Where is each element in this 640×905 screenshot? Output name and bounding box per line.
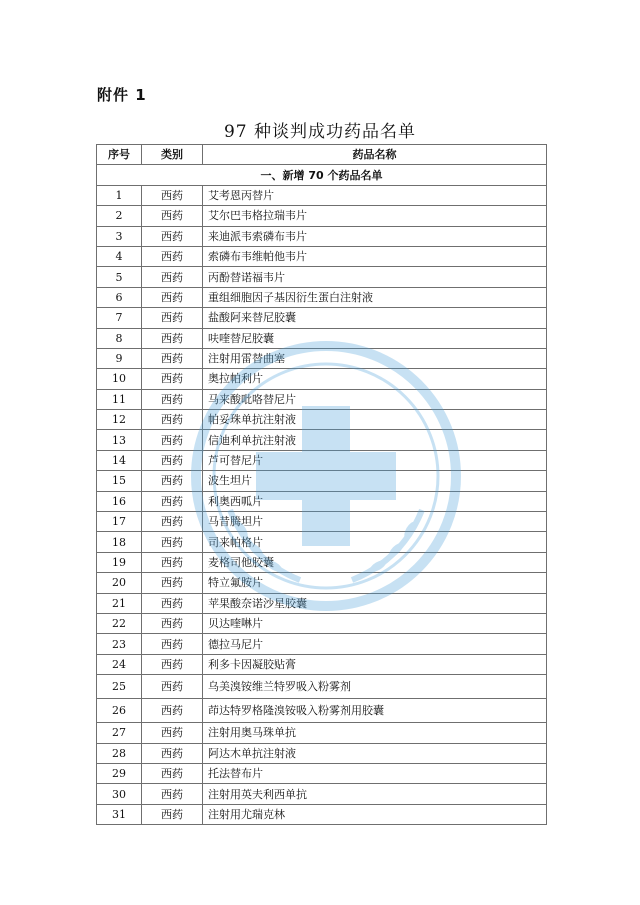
row-category: 西药 <box>142 450 203 470</box>
row-serial-number: 14 <box>97 450 142 470</box>
row-drug-name: 奥拉帕利片 <box>203 369 547 389</box>
row-drug-name: 艾尔巴韦格拉瑞韦片 <box>203 206 547 226</box>
table-row <box>97 348 547 368</box>
table-row <box>97 471 547 491</box>
row-category: 西药 <box>142 634 203 654</box>
section-row <box>97 165 547 185</box>
table-row <box>97 634 547 654</box>
row-category: 西药 <box>142 185 203 205</box>
row-serial-number: 16 <box>97 491 142 511</box>
drug-list-table <box>96 144 547 825</box>
table-row <box>97 308 547 328</box>
row-category: 西药 <box>142 287 203 307</box>
table-row <box>97 552 547 572</box>
row-category: 西药 <box>142 784 203 804</box>
table-row <box>97 491 547 511</box>
row-drug-name: 芦可替尼片 <box>203 450 547 470</box>
row-category: 西药 <box>142 267 203 287</box>
row-category: 西药 <box>142 573 203 593</box>
row-serial-number: 15 <box>97 471 142 491</box>
row-category: 西药 <box>142 491 203 511</box>
row-category: 西药 <box>142 699 203 723</box>
table-row <box>97 389 547 409</box>
row-category: 西药 <box>142 410 203 430</box>
row-serial-number: 27 <box>97 723 142 743</box>
row-serial-number: 28 <box>97 743 142 763</box>
table-row <box>97 287 547 307</box>
row-serial-number: 29 <box>97 763 142 783</box>
row-serial-number: 22 <box>97 613 142 633</box>
row-serial-number: 7 <box>97 308 142 328</box>
table-header-row <box>97 145 547 165</box>
row-serial-number: 24 <box>97 654 142 674</box>
row-drug-name: 茚达特罗格隆溴铵吸入粉雾剂用胶囊 <box>203 699 547 723</box>
row-serial-number: 30 <box>97 784 142 804</box>
row-drug-name: 来迪派韦索磷布韦片 <box>203 226 547 246</box>
row-category: 西药 <box>142 804 203 824</box>
row-drug-name: 司来帕格片 <box>203 532 547 552</box>
header-drug-name: 药品名称 <box>203 145 547 165</box>
row-drug-name: 注射用雷替曲塞 <box>203 348 547 368</box>
row-serial-number: 19 <box>97 552 142 572</box>
row-category: 西药 <box>142 675 203 699</box>
table-row <box>97 246 547 266</box>
row-drug-name: 特立氟胺片 <box>203 573 547 593</box>
table-row <box>97 654 547 674</box>
header-serial-number: 序号 <box>97 145 142 165</box>
row-category: 西药 <box>142 308 203 328</box>
table-row <box>97 430 547 450</box>
row-category: 西药 <box>142 654 203 674</box>
row-serial-number: 1 <box>97 185 142 205</box>
row-serial-number: 17 <box>97 512 142 532</box>
row-category: 西药 <box>142 246 203 266</box>
row-serial-number: 31 <box>97 804 142 824</box>
section-title: 一、新增 70 个药品名单 <box>97 165 547 185</box>
row-drug-name: 帕妥珠单抗注射液 <box>203 410 547 430</box>
table-row <box>97 328 547 348</box>
row-category: 西药 <box>142 593 203 613</box>
row-drug-name: 索磷布韦维帕他韦片 <box>203 246 547 266</box>
row-drug-name: 阿达木单抗注射液 <box>203 743 547 763</box>
table-row <box>97 613 547 633</box>
row-category: 西药 <box>142 206 203 226</box>
row-category: 西药 <box>142 430 203 450</box>
row-drug-name: 麦格司他胶囊 <box>203 552 547 572</box>
row-category: 西药 <box>142 552 203 572</box>
row-drug-name: 苹果酸奈诺沙星胶囊 <box>203 593 547 613</box>
table-row <box>97 593 547 613</box>
row-category: 西药 <box>142 369 203 389</box>
row-serial-number: 18 <box>97 532 142 552</box>
row-category: 西药 <box>142 328 203 348</box>
row-serial-number: 23 <box>97 634 142 654</box>
row-category: 西药 <box>142 743 203 763</box>
table-row <box>97 369 547 389</box>
row-drug-name: 马昔腾坦片 <box>203 512 547 532</box>
table-row <box>97 699 547 723</box>
row-serial-number: 13 <box>97 430 142 450</box>
row-drug-name: 利奥西呱片 <box>203 491 547 511</box>
table-row <box>97 723 547 743</box>
table-row <box>97 573 547 593</box>
row-drug-name: 注射用尤瑞克林 <box>203 804 547 824</box>
row-category: 西药 <box>142 389 203 409</box>
row-drug-name: 艾考恩丙替片 <box>203 185 547 205</box>
row-category: 西药 <box>142 723 203 743</box>
document-title: 97 种谈判成功药品名单 <box>223 122 417 142</box>
attachment-label: 附件 1 <box>97 86 147 104</box>
table-row <box>97 267 547 287</box>
table-row <box>97 185 547 205</box>
row-drug-name: 信迪利单抗注射液 <box>203 430 547 450</box>
table-row <box>97 206 547 226</box>
table-row <box>97 675 547 699</box>
table-row <box>97 532 547 552</box>
row-serial-number: 11 <box>97 389 142 409</box>
row-serial-number: 25 <box>97 675 142 699</box>
table-body <box>97 165 547 825</box>
row-drug-name: 注射用奥马珠单抗 <box>203 723 547 743</box>
row-drug-name: 呋喹替尼胶囊 <box>203 328 547 348</box>
row-drug-name: 马来酸吡咯替尼片 <box>203 389 547 409</box>
table-row <box>97 226 547 246</box>
row-category: 西药 <box>142 532 203 552</box>
row-category: 西药 <box>142 763 203 783</box>
row-serial-number: 9 <box>97 348 142 368</box>
row-serial-number: 4 <box>97 246 142 266</box>
row-drug-name: 贝达喹啉片 <box>203 613 547 633</box>
table-row <box>97 784 547 804</box>
table-row <box>97 804 547 824</box>
row-category: 西药 <box>142 512 203 532</box>
table-row <box>97 410 547 430</box>
row-drug-name: 利多卡因凝胶贴膏 <box>203 654 547 674</box>
row-serial-number: 10 <box>97 369 142 389</box>
row-drug-name: 波生坦片 <box>203 471 547 491</box>
table-row <box>97 743 547 763</box>
row-serial-number: 26 <box>97 699 142 723</box>
row-category: 西药 <box>142 226 203 246</box>
table-row <box>97 512 547 532</box>
row-category: 西药 <box>142 348 203 368</box>
row-serial-number: 20 <box>97 573 142 593</box>
header-category: 类别 <box>142 145 203 165</box>
row-drug-name: 德拉马尼片 <box>203 634 547 654</box>
row-serial-number: 2 <box>97 206 142 226</box>
table-row <box>97 763 547 783</box>
row-serial-number: 8 <box>97 328 142 348</box>
row-serial-number: 3 <box>97 226 142 246</box>
table-row <box>97 450 547 470</box>
row-drug-name: 托法替布片 <box>203 763 547 783</box>
row-serial-number: 21 <box>97 593 142 613</box>
row-drug-name: 乌美溴铵维兰特罗吸入粉雾剂 <box>203 675 547 699</box>
row-drug-name: 丙酚替诺福韦片 <box>203 267 547 287</box>
row-serial-number: 6 <box>97 287 142 307</box>
row-serial-number: 12 <box>97 410 142 430</box>
row-drug-name: 盐酸阿来替尼胶囊 <box>203 308 547 328</box>
row-category: 西药 <box>142 613 203 633</box>
row-drug-name: 注射用英夫利西单抗 <box>203 784 547 804</box>
row-drug-name: 重组细胞因子基因衍生蛋白注射液 <box>203 287 547 307</box>
row-serial-number: 5 <box>97 267 142 287</box>
row-category: 西药 <box>142 471 203 491</box>
